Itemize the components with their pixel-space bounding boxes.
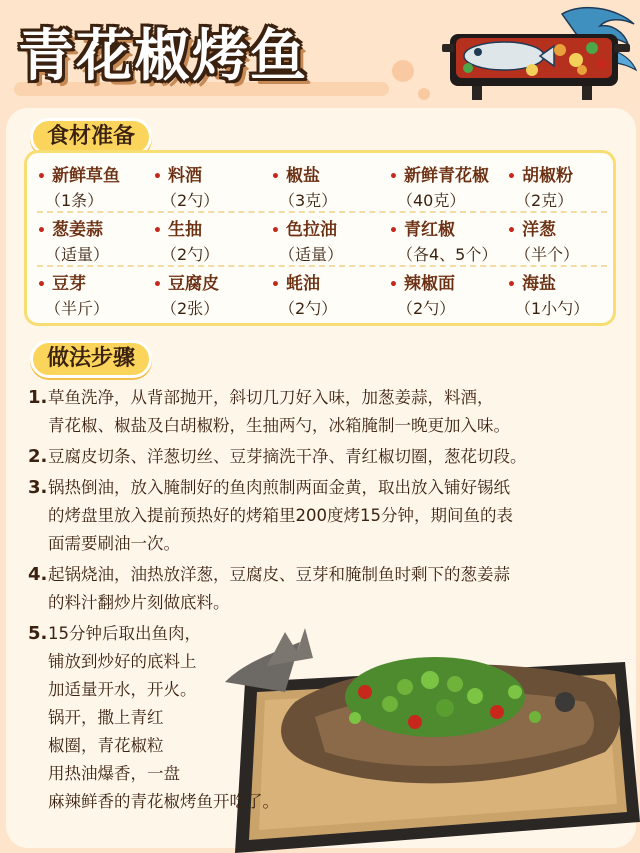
ingredient-item (389, 161, 489, 213)
step-text: 麻辣鲜香的青花椒烤鱼开吃了。 (48, 792, 279, 811)
step-text: 豆腐皮切条、洋葱切丝、豆芽摘洗干净、青红椒切圈，葱花切段。 (48, 447, 527, 466)
ingredient-quantity: （2张） (161, 299, 220, 318)
step-text: 青花椒、椒盐及白胡椒粉，生抽两勺，冰箱腌制一晚更加入味。 (48, 416, 510, 435)
ingredient-name: • 新鲜青花椒 (389, 161, 489, 186)
ingredients-table (24, 150, 616, 326)
step-text: 草鱼洗净，从背部抛开，斜切几刀好入味，加葱姜蒜，料酒， (48, 388, 494, 407)
ingredient-name: • 胡椒粉 (507, 161, 573, 186)
ingredient-quantity: （2勺） (279, 299, 338, 318)
ingredient-quantity: （2勺） (161, 191, 220, 210)
ingredient-item (271, 161, 337, 213)
step-number: 4. (28, 564, 48, 585)
ingredient-quantity: （1条） (45, 191, 104, 210)
steps-list (28, 384, 628, 816)
page-title: 青花椒烤鱼 (18, 24, 308, 89)
ingredient-quantity: （2克） (515, 191, 574, 210)
ingredient-name: • 青红椒 (389, 215, 497, 240)
grill-illustration (442, 4, 638, 112)
ingredient-quantity: （1小勺） (515, 299, 590, 318)
decorative-dot (418, 88, 430, 100)
ingredient-name: • 新鲜草鱼 (37, 161, 120, 186)
ingredient-name: • 料酒 (153, 161, 219, 186)
step-text: 椒圈，青花椒粒 (48, 736, 164, 755)
ingredient-quantity: （适量） (45, 245, 110, 264)
ingredient-item (271, 269, 337, 321)
step-text: 15分钟后取出鱼肉， (48, 624, 201, 643)
ingredient-item (153, 269, 219, 321)
step-text: 的料汁翻炒片刻做底料。 (48, 593, 230, 612)
ingredient-row (37, 161, 607, 213)
ingredient-item (37, 269, 109, 321)
ingredient-name: • 生抽 (153, 215, 219, 240)
step-text: 用热油爆香，一盘 (48, 764, 180, 783)
ingredient-row (37, 215, 607, 267)
step-number: 5. (28, 623, 48, 644)
ingredient-item (507, 215, 579, 267)
step-item (28, 384, 628, 440)
step-text: 加适量开水，开火。 (48, 680, 197, 699)
ingredient-quantity: （2勺） (161, 245, 220, 264)
step-text: 锅开，撒上青红 (48, 708, 164, 727)
ingredient-name: • 葱姜蒜 (37, 215, 109, 240)
ingredient-item (37, 215, 109, 267)
ingredient-quantity: （半个） (515, 245, 580, 264)
step-text: 面需要刷油一次。 (48, 534, 180, 553)
ingredient-name: • 豆腐皮 (153, 269, 219, 294)
ingredient-name: • 辣椒面 (389, 269, 455, 294)
ingredients-heading: 食材准备 (30, 118, 152, 156)
step-text: 锅热倒油，放入腌制好的鱼肉煎制两面金黄，取出放入铺好锡纸 (48, 478, 510, 497)
step-number: 2. (28, 446, 48, 467)
ingredient-item (389, 269, 455, 321)
decorative-dot (392, 60, 414, 82)
step-item (28, 561, 628, 617)
ingredient-item (153, 215, 219, 267)
ingredient-item (271, 215, 343, 267)
ingredient-item (153, 161, 219, 213)
ingredient-name: • 海盐 (507, 269, 589, 294)
ingredient-row (37, 269, 607, 321)
ingredient-quantity: （适量） (279, 245, 344, 264)
step-number: 3. (28, 477, 48, 498)
ingredient-quantity: （2勺） (397, 299, 456, 318)
steps-heading: 做法步骤 (30, 340, 152, 378)
ingredient-name: • 椒盐 (271, 161, 337, 186)
step-text: 起锅烧油，油热放洋葱，豆腐皮、豆芽和腌制鱼时剩下的葱姜蒜 (48, 565, 510, 584)
ingredient-name: • 色拉油 (271, 215, 343, 240)
ingredient-name: • 洋葱 (507, 215, 579, 240)
step-number: 1. (28, 387, 48, 408)
step-item (28, 620, 628, 816)
step-item (28, 474, 628, 558)
ingredient-item (389, 215, 497, 267)
ingredient-item (507, 269, 589, 321)
ingredient-quantity: （半斤） (45, 299, 110, 318)
step-text: 的烤盘里放入提前预热好的烤箱里200度烤15分钟，期间鱼的表 (48, 506, 513, 525)
ingredient-quantity: （40克） (397, 191, 466, 210)
ingredient-name: • 豆芽 (37, 269, 109, 294)
step-item (28, 443, 628, 471)
ingredient-quantity: （各4、5个） (397, 245, 498, 264)
ingredient-item (507, 161, 573, 213)
ingredient-name: • 蚝油 (271, 269, 337, 294)
ingredient-item (37, 161, 120, 213)
ingredient-quantity: （3克） (279, 191, 338, 210)
step-text: 铺放到炒好的底料上 (48, 652, 197, 671)
